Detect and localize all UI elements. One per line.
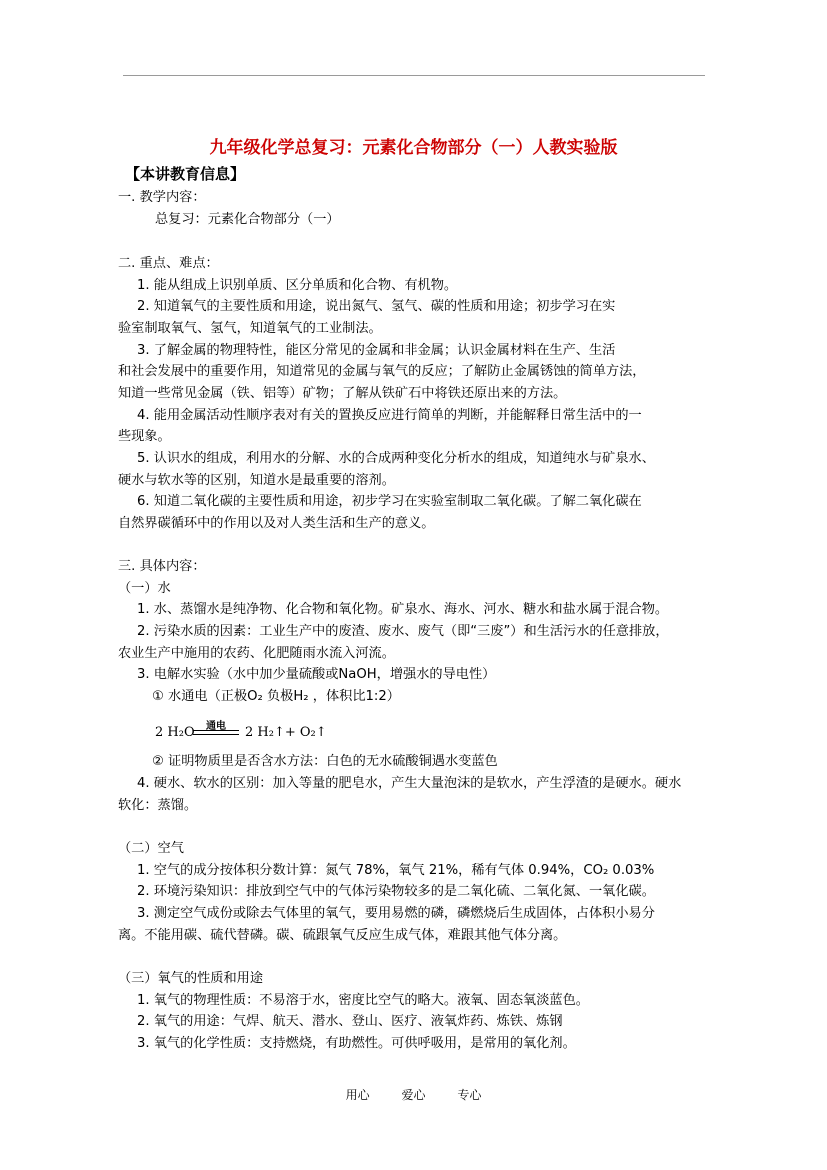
text-line: 5. 认识水的组成，利用水的分解、水的合成两种变化分析水的组成，知道纯水与矿泉水、 (137, 451, 655, 466)
equation-bar-bottom (193, 734, 239, 735)
text-line: 些现象。 (118, 429, 171, 444)
text-line: ① 水通电（正极O₂ 负极H₂ ，体积比1:2） (152, 689, 400, 704)
document-title: 九年级化学总复习：元素化合物部分（一）人教实验版 (209, 138, 618, 158)
heading-teaching-content: 一. 教学内容： (118, 190, 206, 205)
text-line: 2. 知道氧气的主要性质和用途，说出氮气、氢气、碳的性质和用途；初步学习在实 (137, 299, 616, 314)
text-line: 2. 氧气的用途：气焊、航天、潜水、登山、医疗、液氧炸药、炼铁、炼钢 (137, 1014, 563, 1029)
equation-condition: 通电 (206, 721, 226, 732)
section-label: 【本讲教育信息】 (125, 165, 246, 183)
text-line: 离。不能用碳、硫代替磷。碳、硫跟氧气反应生成气体，难跟其他气体分离。 (118, 928, 567, 943)
equation-reactants: 2 H₂O (155, 725, 195, 740)
subheading-air: （二）空气 (118, 841, 184, 856)
text-line: 和社会发展中的重要作用，知道常见的金属与氧气的反应；了解防止金属锈蚀的简单方法， (118, 364, 646, 379)
text-line: 硬水与软水等的区别，知道水是最重要的溶剂。 (118, 473, 395, 488)
text-line: 3. 氧气的化学性质：支持燃烧，有助燃性。可供呼吸用，是常用的氧化剂。 (137, 1036, 576, 1051)
text-line: 知道一些常见金属（铁、铝等）矿物；了解从铁矿石中将铁还原出来的方法。 (118, 386, 567, 401)
text-line: 1. 水、蒸馏水是纯净物、化合物和氧化物。矿泉水、海水、河水、糖水和盐水属于混合物。 (137, 602, 669, 617)
footer-text-2: 爱心 (401, 1088, 426, 1102)
text-line: 总复习：元素化合物部分（一） (155, 212, 340, 227)
text-line: 3. 电解水实验（水中加少量硫酸或NaOH，增强水的导电性） (137, 667, 496, 682)
text-line: 1. 能从组成上识别单质、区分单质和化合物、有机物。 (137, 278, 458, 293)
text-line: 1. 空气的成分按体积分数计算：氮气 78%，氧气 21%，稀有气体 0.94%，CO₂ 0.03% (137, 863, 655, 878)
text-line: 3. 了解金属的物理特性，能区分常见的金属和非金属；认识金属材料在生产、生活 (137, 343, 616, 358)
text-line: 农业生产中施用的农药、化肥随雨水流入河流。 (118, 646, 395, 661)
text-line: ② 证明物质里是否含水方法：白色的无水硫酸铜遇水变蓝色 (152, 754, 498, 769)
page-footer (0, 1086, 827, 1103)
text-line: 自然界碳循环中的作用以及对人类生活和生产的意义。 (118, 516, 435, 531)
header-rule (123, 75, 705, 76)
text-line: 4. 能用金属活动性顺序表对有关的置换反应进行简单的判断，并能解释日常生活中的一 (137, 408, 642, 423)
text-line: 4. 硬水、软水的区别：加入等量的肥皂水，产生大量泡沫的是软水，产生浮渣的是硬水。硬水 (137, 776, 682, 791)
text-line: 验室制取氧气、氢气，知道氧气的工业制法。 (118, 321, 382, 336)
text-line: 软化：蒸馏。 (118, 798, 198, 813)
text-line: 3. 测定空气成份或除去气体里的氧气，要用易燃的磷，磷燃烧后生成固体，占体积小易分 (137, 906, 655, 921)
footer-text-3: 专心 (457, 1088, 482, 1102)
heading-specific-content: 三. 具体内容： (118, 559, 206, 574)
text-line: 6. 知道二氧化碳的主要性质和用途，初步学习在实验室制取二氧化碳。了解二氧化碳在 (137, 494, 642, 509)
subheading-water: （一）水 (118, 581, 171, 596)
equation-bar-top (193, 730, 239, 731)
footer-text-1: 用心 (345, 1088, 370, 1102)
heading-key-points: 二. 重点、难点： (118, 256, 219, 271)
text-line: 2. 环境污染知识：排放到空气中的气体污染物较多的是二氧化硫、二氧化氮、一氧化碳。 (137, 884, 655, 899)
text-line: 1. 氧气的物理性质：不易溶于水，密度比空气的略大。液氧、固态氧淡蓝色。 (137, 993, 589, 1008)
text-line: 2. 污染水质的因素：工业生产中的废渣、废水、废气（即“三废”）和生活污水的任意排放， (137, 624, 669, 639)
equation-products: 2 H₂↑+ O₂↑ (245, 725, 327, 740)
subheading-oxygen: （三）氧气的性质和用途 (118, 971, 264, 986)
